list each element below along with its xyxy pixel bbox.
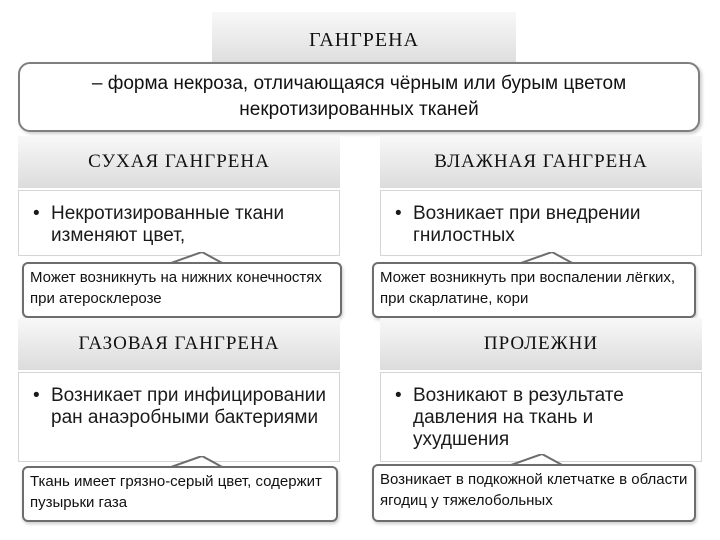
- diagram-title: ГАНГРЕНА: [212, 12, 516, 68]
- gas-gangrene-description: [18, 372, 340, 462]
- dry-gangrene-heading: СУХАЯ ГАНГРЕНА: [18, 136, 340, 188]
- wet-gangrene-note: Может возникнуть при воспалении лёгких, при скарлатине, кори: [372, 262, 696, 318]
- gas-gangrene-heading: ГАЗОВАЯ ГАНГРЕНА: [18, 318, 340, 370]
- bullet-marker: •: [33, 385, 40, 406]
- bullet-marker: •: [33, 203, 40, 224]
- bullet-marker: •: [395, 203, 402, 224]
- definition-box: – форма некроза, отличающаяся чёрным или бурым цветом некротизированных тканей: [18, 62, 700, 132]
- dry-gangrene-description: [18, 190, 340, 256]
- bedsores-note: Возникает в подкожной клетчатке в области ягодиц у тяжелобольных: [372, 464, 696, 522]
- dry-gangrene-bullet-text: Некротизированные ткани изменяют цвет,: [51, 203, 285, 246]
- gas-gangrene-bullet-text: Возникает при инфицировании ран анаэробными бактериями: [51, 385, 326, 428]
- bullet-marker: •: [395, 385, 402, 406]
- dry-gangrene-note: Может возникнуть на нижних конечностях при атеросклерозе: [22, 262, 342, 318]
- wet-gangrene-bullet-text: Возникает при внедрении гнилостных: [413, 203, 641, 246]
- wet-gangrene-description: [380, 190, 702, 256]
- bedsores-description: [380, 372, 702, 462]
- wet-gangrene-heading: ВЛАЖНАЯ ГАНГРЕНА: [380, 136, 702, 188]
- bedsores-heading: ПРОЛЕЖНИ: [380, 318, 702, 370]
- gas-gangrene-note: Ткань имеет грязно-серый цвет, содержит пузырьки газа: [22, 466, 338, 522]
- bedsores-bullet-text: Возникают в результате давления на ткань и ухудшения: [413, 385, 624, 450]
